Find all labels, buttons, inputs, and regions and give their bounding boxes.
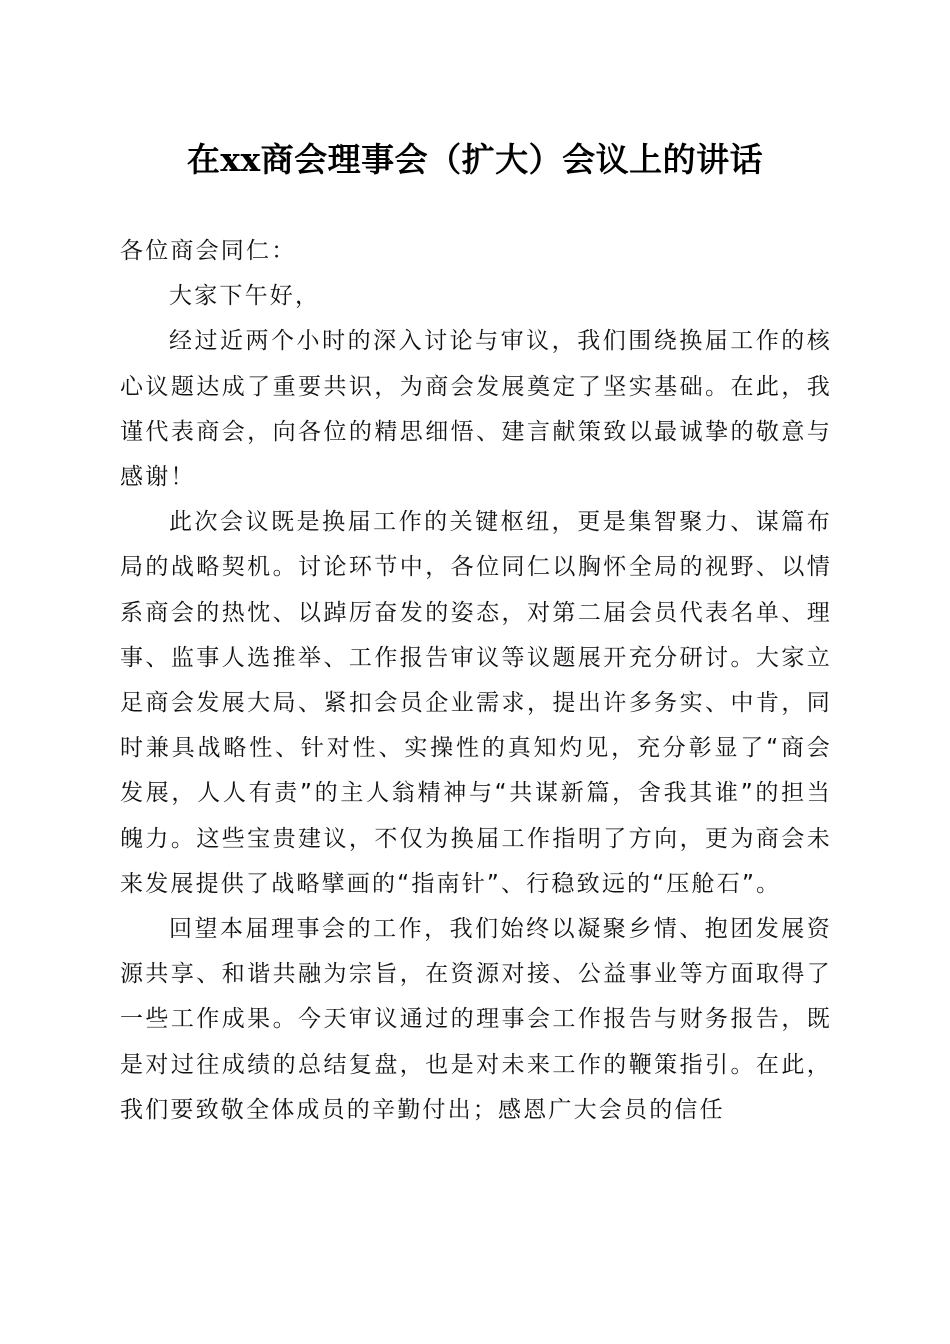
paragraph-thanks: 经过近两个小时的深入讨论与审议，我们围绕换届工作的核心议题达成了重要共识，为商会发展奠定了坚实基础。在此，我谨代表商会，向各位的精思细悟、建言献策致以最诚挚的敬意与感谢！ (120, 328, 832, 491)
paragraph-greeting: 大家下午好， (169, 283, 321, 310)
paragraph-meeting-discussion: 此次会议既是换届工作的关键枢纽，更是集智聚力、谋篇布局的战略契机。讨论环节中，各位同仁以胸怀全局的视野、以情系商会的热忱、以踔厉奋发的姿态，对第二届会员代表名单、理事、监事人选推举、工作报告审议等议题展开充分研讨。大家立足商会发展大局、紧扣会员企业需求，提出许多务实、中肯，同时兼具战略性、针对性、实操性的真知灼见，充分彰显了“商会发展，人人有责”的主人翁精神与“共谋新篇，舍我其谁”的担当魄力。这些宝贵建议，不仅为换届工作指明了方向，更为商会未来发展提供了战略擘画的“指南针”、行稳致远的“压舱石”。 (120, 509, 832, 897)
paragraph-review: 回望本届理事会的工作，我们始终以凝聚乡情、抱团发展资源共享、和谐共融为宗旨，在资源对接、公益事业等方面取得了一些工作成果。今天审议通过的理事会工作报告与财务报告，既是对过往成绩的总结复盘，也是对未来工作的鞭策指引。在此，我们要致敬全体成员的辛勤付出；感恩广大会员的信任 (120, 916, 832, 1123)
salutation: 各位商会同仁： (120, 238, 297, 264)
document-title: 在xx商会理事会（扩大）会议上的讲话 (186, 140, 764, 179)
document-body (120, 229, 832, 1133)
